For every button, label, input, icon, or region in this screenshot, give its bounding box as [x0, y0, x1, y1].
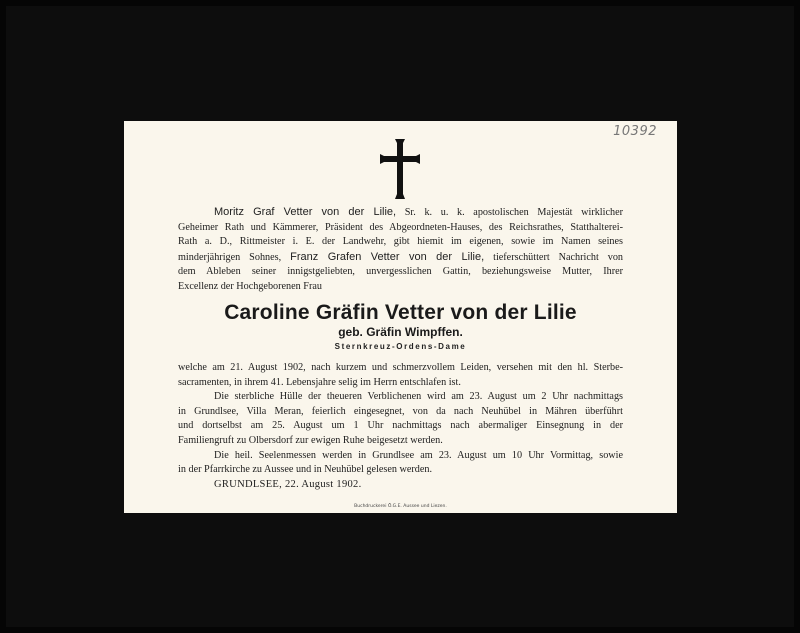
order-title: Sternkreuz-Ordens-Dame — [334, 342, 467, 351]
intro-line-4-pre: minderjährigen Sohnes, — [178, 251, 282, 263]
intro-line-6: Excellenz der Hochgeborenen Frau — [178, 280, 322, 292]
body-line-8: in der Pfarrkirche zu Aussee und in Neuhübel gelesen werden. — [178, 464, 433, 476]
son-name: Franz Grafen Vetter von der Lilie, — [290, 250, 485, 263]
intro-line-4-post: tieferschüttert Nachricht von — [493, 251, 624, 263]
deceased-name: Caroline Gräfin Vetter von der Lilie — [224, 301, 577, 324]
intro-line-1: Sr. k. u. k. apostolischen Majestät wirklicher — [404, 207, 623, 218]
printer-imprint: Buchdruckerei Ö.G.E. Aussee und Liezen. — [354, 504, 447, 509]
intro-line-2: Geheimer Rath und Kämmerer, Präsident des Abgeordneten-Hauses, des Reichsrathes, Statthalterei- — [178, 221, 623, 233]
body-line-7: Die heil. Seelenmessen werden in Grundlsee am 23. August um 10 Uhr Vormittag, sowie — [214, 449, 623, 461]
birth-name: geb. Gräfin Wimpffen. — [338, 325, 463, 339]
body-line-6: Familiengruft zu Olbersdorf zur ewigen Ruhe beigesetzt werden. — [178, 434, 443, 446]
body-line-5: und dortselbst am 25. August um 1 Uhr nachmittags nach abermaliger Einsegnung in der — [178, 420, 623, 432]
death-notice-card — [124, 121, 677, 513]
body-line-4: in Grundlsee, Villa Meran, feierlich eingesegnet, von da nach Neuhübel in Mähren überführt — [178, 405, 623, 417]
husband-name: Moritz Graf Vetter von der Lilie, — [214, 206, 397, 218]
intro-line-3: Rath a. D., Rittmeister i. E. der Landwehr, gibt hiemit im eigenen, sowie im Namen seines — [178, 236, 623, 248]
body-line-2: sacramenten, in ihrem 41. Lebensjahre selig im Herrn entschlafen ist. — [178, 376, 461, 388]
intro-line-5: dem Ableben seiner innigstgeliebten, unvergesslichen Gattin, beziehungsweise Mutter, Ihrer — [178, 266, 623, 278]
body-line-3: Die sterbliche Hülle der theueren Verblichenen wird am 23. August um 2 Uhr nachmittags — [214, 391, 623, 403]
place-date: GRUNDLSEE, 22. August 1902. — [214, 479, 362, 490]
body-paragraph — [178, 361, 623, 478]
intro-paragraph — [178, 205, 623, 295]
archive-number: 10392 — [613, 124, 657, 139]
body-line-1: welche am 21. August 1902, nach kurzem und schmerzvollem Leiden, versehen mit den hl. Sterbe- — [178, 362, 623, 373]
cross-icon — [380, 139, 420, 199]
